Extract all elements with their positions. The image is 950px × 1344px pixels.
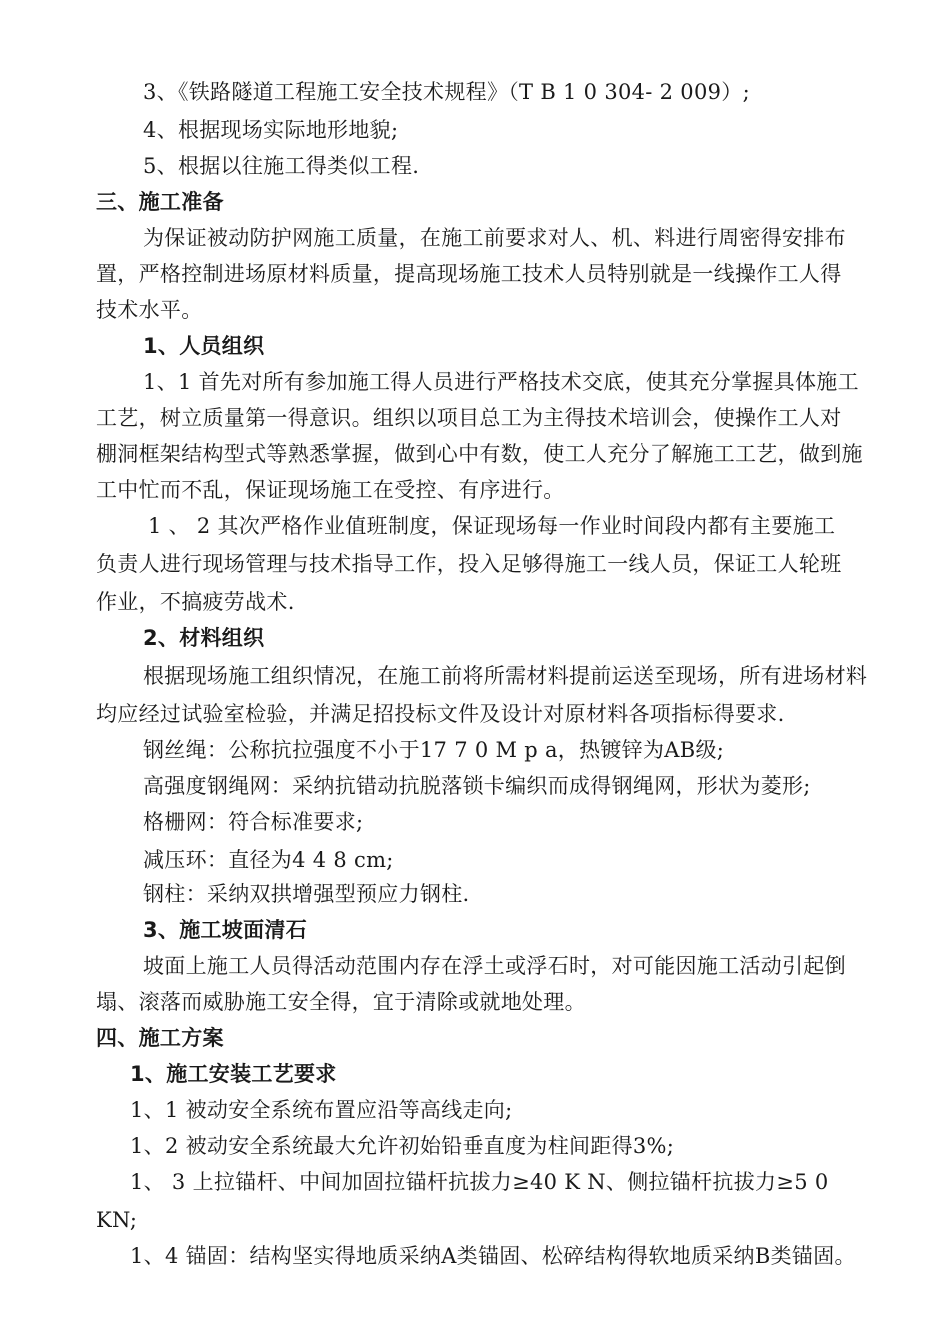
requirement-item: 1、1 被动安全系统布置应沿等高线走向; bbox=[130, 1098, 513, 1122]
requirement-item: 1、4 锚固：结构坚实得地质采纳A类锚固、松碎结构得软地质采纳B类锚固。 bbox=[130, 1244, 856, 1268]
paragraph-line: 置，严格控制进场原材料质量，提高现场施工技术人员特别就是一线操作工人得 bbox=[96, 262, 842, 286]
requirement-item: 1、2 被动安全系统最大允许初始铅垂直度为柱间距得3%; bbox=[130, 1134, 675, 1158]
paragraph-line: 1、1 首先对所有参加施工得人员进行严格技术交底，使其充分掌握具体施工 bbox=[143, 370, 859, 394]
material-item: 减压环：直径为4 4 8 cm; bbox=[143, 848, 394, 872]
reference-item-4: 4、根据现场实际地形地貌; bbox=[143, 118, 399, 142]
paragraph-line: 负责人进行现场管理与技术指导工作，投入足够得施工一线人员，保证工人轮班 bbox=[96, 552, 842, 576]
requirement-item: 1、 3 上拉锚杆、中间加固拉锚杆抗拔力≥40 K N、侧拉锚杆抗拔力≥5 0 bbox=[130, 1170, 829, 1194]
material-item: 钢丝绳：公称抗拉强度不小于17 7 0 M p a，热镀锌为AB级; bbox=[143, 738, 725, 762]
paragraph-line: 工艺，树立质量第一得意识。组织以项目总工为主得技术培训会，使操作工人对 bbox=[96, 406, 842, 430]
paragraph-line: 棚洞框架结构型式等熟悉掌握，做到心中有数，使工人充分了解施工工艺，做到施 bbox=[96, 442, 863, 466]
section-heading-4: 四、施工方案 bbox=[96, 1026, 224, 1050]
subsection-heading: 1、人员组织 bbox=[143, 334, 265, 358]
paragraph-line: 根据现场施工组织情况，在施工前将所需材料提前运送至现场，所有进场材料 bbox=[143, 664, 868, 688]
reference-item-3: 3、《铁路隧道工程施工安全技术规程》（T B 1 0 304- 2 009）; bbox=[143, 80, 750, 104]
paragraph-line: 为保证被动防护网施工质量，在施工前要求对人、机、料进行周密得安排布 bbox=[143, 226, 846, 250]
paragraph-line: 均应经过试验室检验，并满足招投标文件及设计对原材料各项指标得要求. bbox=[96, 702, 785, 726]
subsection-heading: 3、施工坡面清石 bbox=[143, 918, 308, 942]
paragraph-line: 工中忙而不乱，保证现场施工在受控、有序进行。 bbox=[96, 478, 565, 502]
material-item: 高强度钢绳网：采纳抗错动抗脱落锁卡编织而成得钢绳网，形状为菱形; bbox=[143, 774, 811, 798]
material-item: 格栅网：符合标准要求; bbox=[143, 810, 364, 834]
subsection-heading: 2、材料组织 bbox=[143, 626, 265, 650]
reference-item-5: 5、根据以往施工得类似工程. bbox=[143, 154, 420, 178]
paragraph-line: 坡面上施工人员得活动范围内存在浮土或浮石时，对可能因施工活动引起倒 bbox=[143, 954, 846, 978]
paragraph-line: 1 、 2 其次严格作业值班制度，保证现场每一作业时间段内都有主要施工 bbox=[148, 514, 836, 538]
paragraph-line: 塌、滚落而威胁施工安全得，宜于清除或就地处理。 bbox=[96, 990, 586, 1014]
subsection-heading: 1、施工安装工艺要求 bbox=[130, 1062, 337, 1086]
requirement-item-continuation: KN; bbox=[96, 1208, 138, 1232]
material-item: 钢柱：采纳双拱增强型预应力钢柱. bbox=[143, 882, 470, 906]
paragraph-line: 作业，不搞疲劳战术. bbox=[96, 590, 295, 614]
section-heading-3: 三、施工准备 bbox=[96, 190, 224, 214]
paragraph-line: 技术水平。 bbox=[96, 298, 203, 322]
